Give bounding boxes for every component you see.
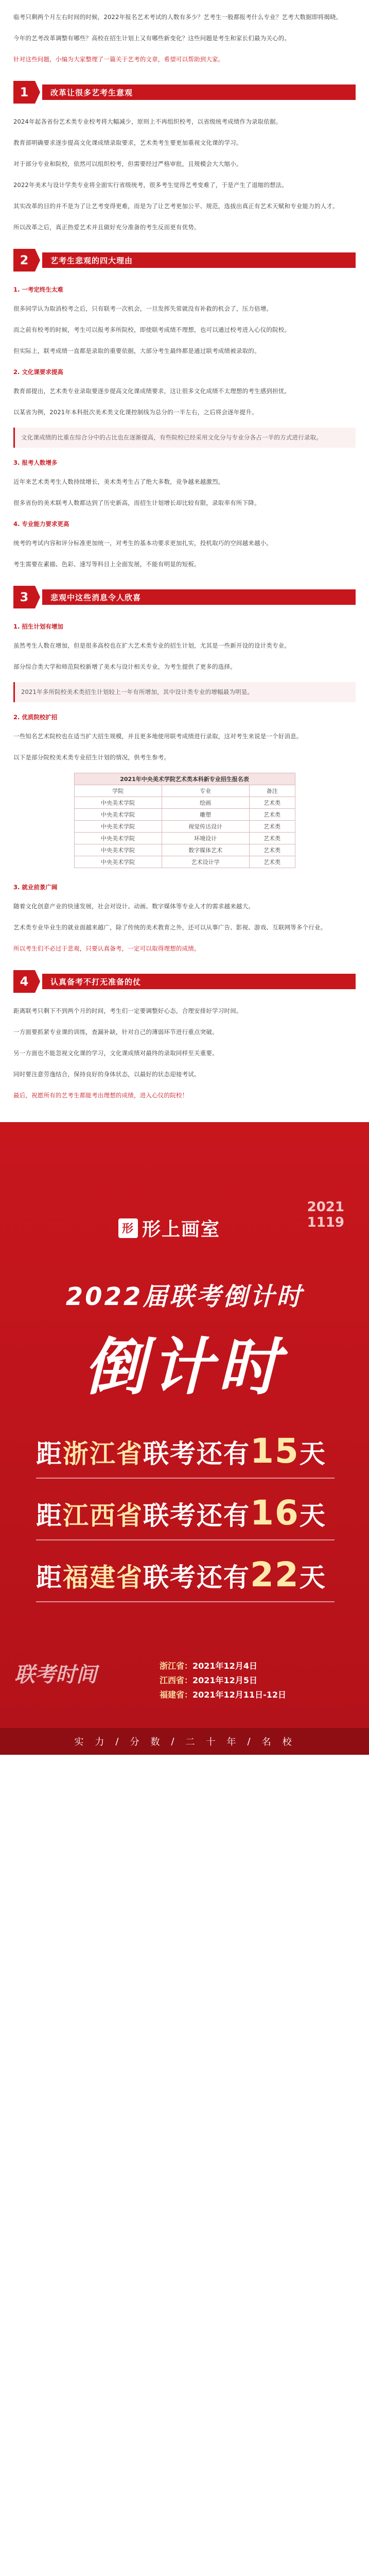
countdown-prefix: 距 bbox=[36, 1563, 63, 1592]
slogan-char: 十 bbox=[206, 1737, 219, 1748]
section-body-3 bbox=[13, 621, 356, 955]
poster-year: 2021 bbox=[307, 1199, 344, 1215]
table-cell: 中央美术学院 bbox=[74, 821, 162, 833]
exam-date-value: 2021年12月5日 bbox=[192, 1675, 257, 1685]
paragraph: 其实改革的目的并不是为了让艺考变得更难，而是为了让艺考更加公平、规范，选拔出真正有艺术天赋和专业能力的人才。 bbox=[13, 202, 339, 210]
table-cell: 视觉传达设计 bbox=[162, 821, 249, 833]
brand-logo bbox=[118, 1215, 220, 1241]
slogan-char: 数 bbox=[150, 1737, 163, 1748]
countdown-days: 16 bbox=[250, 1493, 300, 1533]
table-header: 备注 bbox=[249, 785, 295, 797]
logo-text: 形上画室 bbox=[142, 1219, 221, 1240]
intro-paragraph: 针对这些问题，小编为大家整理了一篇关于艺考的文章，希望可以帮助到大家。 bbox=[13, 56, 224, 63]
paragraph: 同时要注意劳逸结合，保持良好的身体状态，以最好的状态迎接考试。 bbox=[13, 1071, 200, 1078]
paragraph: 距离联考只剩下不到两个月的时间，考生们一定要调整好心态，合理安排好学习时间。 bbox=[13, 1007, 242, 1014]
table-cell: 中央美术学院 bbox=[74, 856, 162, 868]
exam-date-province: 浙江省： bbox=[160, 1661, 193, 1671]
countdown-suffix: 天 bbox=[299, 1563, 326, 1592]
poster-day: 1119 bbox=[307, 1215, 344, 1230]
table-cell: 艺术类 bbox=[249, 844, 295, 856]
paragraph: 2022年美术与设计学类专业将全面实行省级统考，很多考生觉得艺考变难了，于是产生了退缩的想法。 bbox=[13, 181, 288, 189]
paragraph: 教育部提出，艺术类专业录取要逐步提高文化课成绩要求，这让很多文化成绩不太理想的考生感到担忧。 bbox=[13, 387, 291, 395]
section-header-4 bbox=[13, 970, 356, 993]
countdown-days: 22 bbox=[250, 1555, 300, 1595]
countdown-prefix: 距 bbox=[36, 1439, 63, 1469]
countdown-line-jiangxi bbox=[36, 1493, 345, 1533]
paragraph: 文化课成绩的比重在综合分中的占比也在逐渐提高，有些院校已经采用文化分与专业分各占一半的方式进行录取。 bbox=[13, 428, 356, 448]
section-title: 艺考生悲观的四大理由 bbox=[42, 252, 356, 268]
table-cell: 艺术类 bbox=[249, 833, 295, 844]
slogan-char: 名 bbox=[261, 1737, 274, 1748]
countdown-province: 江西省 bbox=[63, 1501, 143, 1531]
table-cell: 中央美术学院 bbox=[74, 809, 162, 821]
slogan-char: 年 bbox=[226, 1737, 239, 1748]
paragraph: 而之前有校考的时候，考生可以报考多所院校，即使联考成绩不理想，也可以通过校考进入心仪的院校。 bbox=[13, 326, 291, 333]
slogan-char: 校 bbox=[282, 1737, 295, 1748]
paragraph: 2024年起各省份艺术类专业校考将大幅减少，原则上不再组织校考，以省级统考成绩作为录取依据。 bbox=[13, 118, 282, 125]
table-row bbox=[74, 821, 295, 833]
countdown-mid: 联考还有 bbox=[143, 1439, 250, 1469]
table-cell: 艺术类 bbox=[249, 821, 295, 833]
paragraph: 2021年多所院校美术类招生计划较上一年有所增加，其中设计类专业的增幅最为明显。 bbox=[13, 682, 356, 702]
countdown-suffix: 天 bbox=[299, 1501, 326, 1531]
countdown-line-zhejiang bbox=[36, 1431, 345, 1471]
table-cell: 中央美术学院 bbox=[74, 797, 162, 809]
paragraph: 艺术类专业毕业生的就业面越来越广，除了传统的美术教育之外，还可以从事广告、影视、游戏、互联网等多个行业。 bbox=[13, 924, 327, 931]
exam-date-row bbox=[160, 1673, 286, 1688]
slogan-bar bbox=[0, 1728, 369, 1755]
section-body-4 bbox=[13, 1005, 356, 1101]
divider bbox=[36, 1601, 335, 1602]
countdown-prefix: 距 bbox=[36, 1501, 63, 1531]
paragraph: 但实际上，联考成绩一直都是录取的重要依据，大部分考生最终都是通过联考成绩被录取的。 bbox=[13, 347, 260, 354]
exam-date-province: 江西省： bbox=[160, 1675, 193, 1685]
paragraph: 对于部分专业和院校，依然可以组织校考，但需要经过严格审批，且规模会大大缩小。 bbox=[13, 160, 242, 167]
divider bbox=[36, 1539, 335, 1540]
exam-date-row bbox=[160, 1659, 286, 1673]
exam-dates bbox=[160, 1659, 286, 1702]
table-cell: 艺术类 bbox=[249, 856, 295, 868]
paragraph: 以下是部分院校美术类专业招生计划的情况，供考生参考。 bbox=[13, 754, 170, 761]
table-header-row bbox=[74, 785, 295, 797]
subheading: 2. 文化课要求提高 bbox=[13, 368, 63, 376]
slogan-char: / bbox=[247, 1736, 254, 1747]
exam-date-province: 福建省： bbox=[160, 1690, 193, 1700]
intro bbox=[13, 11, 356, 65]
subheading: 1. 招生计划有增加 bbox=[13, 623, 63, 630]
table-cell: 雕塑 bbox=[162, 809, 249, 821]
logo-mark: 形 bbox=[118, 1218, 138, 1238]
exam-time-stamp: 联考时间 bbox=[14, 1663, 97, 1687]
table-cell: 中央美术学院 bbox=[74, 844, 162, 856]
countdown-mid: 联考还有 bbox=[143, 1501, 250, 1531]
slogan-char: / bbox=[171, 1736, 178, 1747]
paragraph: 最后，祝愿所有的艺考生都能考出理想的成绩，进入心仪的院校！ bbox=[13, 1092, 188, 1099]
slogan-char: / bbox=[115, 1736, 122, 1747]
section-title: 认真备考不打无准备的仗 bbox=[42, 974, 356, 989]
table-row bbox=[74, 856, 295, 868]
table-cell: 绘画 bbox=[162, 797, 249, 809]
section-number: 3 bbox=[13, 586, 35, 608]
subheading: 1. 一考定终生太难 bbox=[13, 286, 63, 293]
poster-headline: 2022届联考倒计时 bbox=[65, 1282, 304, 1311]
table-caption: 2021年中央美术学院艺术类本科新专业招生报名表 bbox=[74, 773, 295, 785]
table-row bbox=[74, 844, 295, 856]
table-row bbox=[74, 797, 295, 809]
paragraph: 所以改革之后，真正热爱艺术并且做好充分准备的考生反而更有优势。 bbox=[13, 224, 200, 231]
paragraph: 很多同学认为取消校考之后，只有联考一次机会，一旦发挥失常就没有补救的机会了，压力倍增。 bbox=[13, 305, 273, 312]
intro-paragraph: 临考只剩两个月左右时间的时候，2022年报名艺术考试的人数有多少？艺考生一般都报考什么专业？艺考大数据即将揭晓。 bbox=[13, 13, 342, 21]
section-header-1 bbox=[13, 81, 356, 104]
table-cell: 环境设计 bbox=[162, 833, 249, 844]
table-header: 学院 bbox=[74, 785, 162, 797]
paragraph: 所以考生们不必过于悲观，只要认真备考，一定可以取得理想的成绩。 bbox=[13, 945, 200, 952]
table-cell: 中央美术学院 bbox=[74, 833, 162, 844]
exam-date-value: 2021年12月4日 bbox=[192, 1661, 257, 1671]
countdown-days: 15 bbox=[250, 1431, 300, 1471]
subheading: 3. 就业前景广阔 bbox=[13, 884, 58, 891]
enrollment-table bbox=[74, 773, 295, 868]
slogan-char: 二 bbox=[185, 1737, 198, 1748]
paragraph: 一方面要抓紧专业课的训练，查漏补缺，针对自己的薄弱环节进行重点突破。 bbox=[13, 1028, 218, 1036]
section-number: 1 bbox=[13, 81, 35, 104]
poster-date bbox=[307, 1199, 344, 1230]
paragraph: 一些知名艺术院校也在适当扩大招生规模，并且更多地使用联考成绩进行录取，这对考生来说是一个好消息。 bbox=[13, 733, 303, 740]
section-number: 4 bbox=[13, 970, 35, 993]
poster-big-title: 倒计时 bbox=[84, 1332, 285, 1403]
table-row bbox=[74, 833, 295, 844]
section-body-2 bbox=[13, 284, 356, 570]
table-cell: 艺术类 bbox=[249, 809, 295, 821]
countdown-poster bbox=[0, 1122, 369, 1755]
subheading: 4. 专业能力要求更高 bbox=[13, 520, 69, 528]
paragraph: 近年来艺术类考生人数持续增长，美术类考生占了绝大多数，竞争越来越激烈。 bbox=[13, 478, 224, 485]
paragraph: 统考的考试内容和评分标准更加统一，对考生的基本功要求更加扎实，投机取巧的空间越来越小。 bbox=[13, 539, 273, 547]
countdown-province: 福建省 bbox=[63, 1563, 143, 1592]
paragraph: 虽然考生人数在增加，但是很多高校也在扩大艺术类专业的招生计划，尤其是一些新开设的设计类专业。 bbox=[13, 642, 291, 649]
table-cell: 艺术类 bbox=[249, 797, 295, 809]
countdown-mid: 联考还有 bbox=[143, 1563, 250, 1592]
paragraph: 考生需要在素描、色彩、速写等科目上全面发展，不能有明显的短板。 bbox=[13, 561, 200, 568]
countdown-suffix: 天 bbox=[299, 1439, 326, 1469]
section-body-1 bbox=[13, 116, 356, 233]
section-header-2 bbox=[13, 249, 356, 272]
intro-paragraph: 今年的艺考改革调整有哪些？高校在招生计划上又有哪些新变化？这些问题是考生和家长们最为关心的。 bbox=[13, 35, 291, 42]
paragraph: 另一方面也不能忽视文化课的学习，文化课成绩对最终的录取同样至关重要。 bbox=[13, 1049, 218, 1057]
countdown-line-fujian bbox=[36, 1555, 345, 1595]
table-cell: 数字媒体艺术 bbox=[162, 844, 249, 856]
section-number: 2 bbox=[13, 249, 35, 272]
article bbox=[0, 0, 369, 1101]
section-title: 改革让很多艺考生意观 bbox=[42, 84, 356, 100]
paragraph: 随着文化创意产业的快速发展，社会对设计、动画、数字媒体等专业人才的需求越来越大。 bbox=[13, 903, 254, 910]
slogan-char: 实 bbox=[74, 1737, 87, 1748]
slogan-char: 分 bbox=[130, 1737, 143, 1748]
section-title: 悲观中这些消息令人欣喜 bbox=[42, 589, 356, 605]
paragraph: 以某省为例，2021年本科批次美术类文化课控制线为总分的一半左右，之后将会逐年提升。 bbox=[13, 409, 258, 416]
paragraph: 很多省份的美术联考人数都达到了历史新高，而招生计划增长却比较有限，录取率有所下降。 bbox=[13, 499, 260, 506]
divider bbox=[36, 1478, 335, 1479]
paragraph: 教育部明确要求逐步提高文化课成绩录取要求，艺术类考生要更加重视文化课的学习。 bbox=[13, 139, 242, 146]
paragraph: 部分综合类大学和师范院校新增了美术与设计相关专业，为考生提供了更多的选择。 bbox=[13, 663, 236, 670]
exam-date-row bbox=[160, 1688, 286, 1702]
table-row bbox=[74, 809, 295, 821]
countdown-province: 浙江省 bbox=[63, 1439, 143, 1469]
subheading: 3. 报考人数增多 bbox=[13, 459, 58, 466]
section-header-3 bbox=[13, 586, 356, 608]
table-cell: 艺术设计学 bbox=[162, 856, 249, 868]
table-header: 专业 bbox=[162, 785, 249, 797]
subheading: 2. 优质院校扩招 bbox=[13, 714, 58, 721]
exam-date-value: 2021年12月11日-12日 bbox=[192, 1690, 286, 1700]
slogan-char: 力 bbox=[95, 1737, 108, 1748]
